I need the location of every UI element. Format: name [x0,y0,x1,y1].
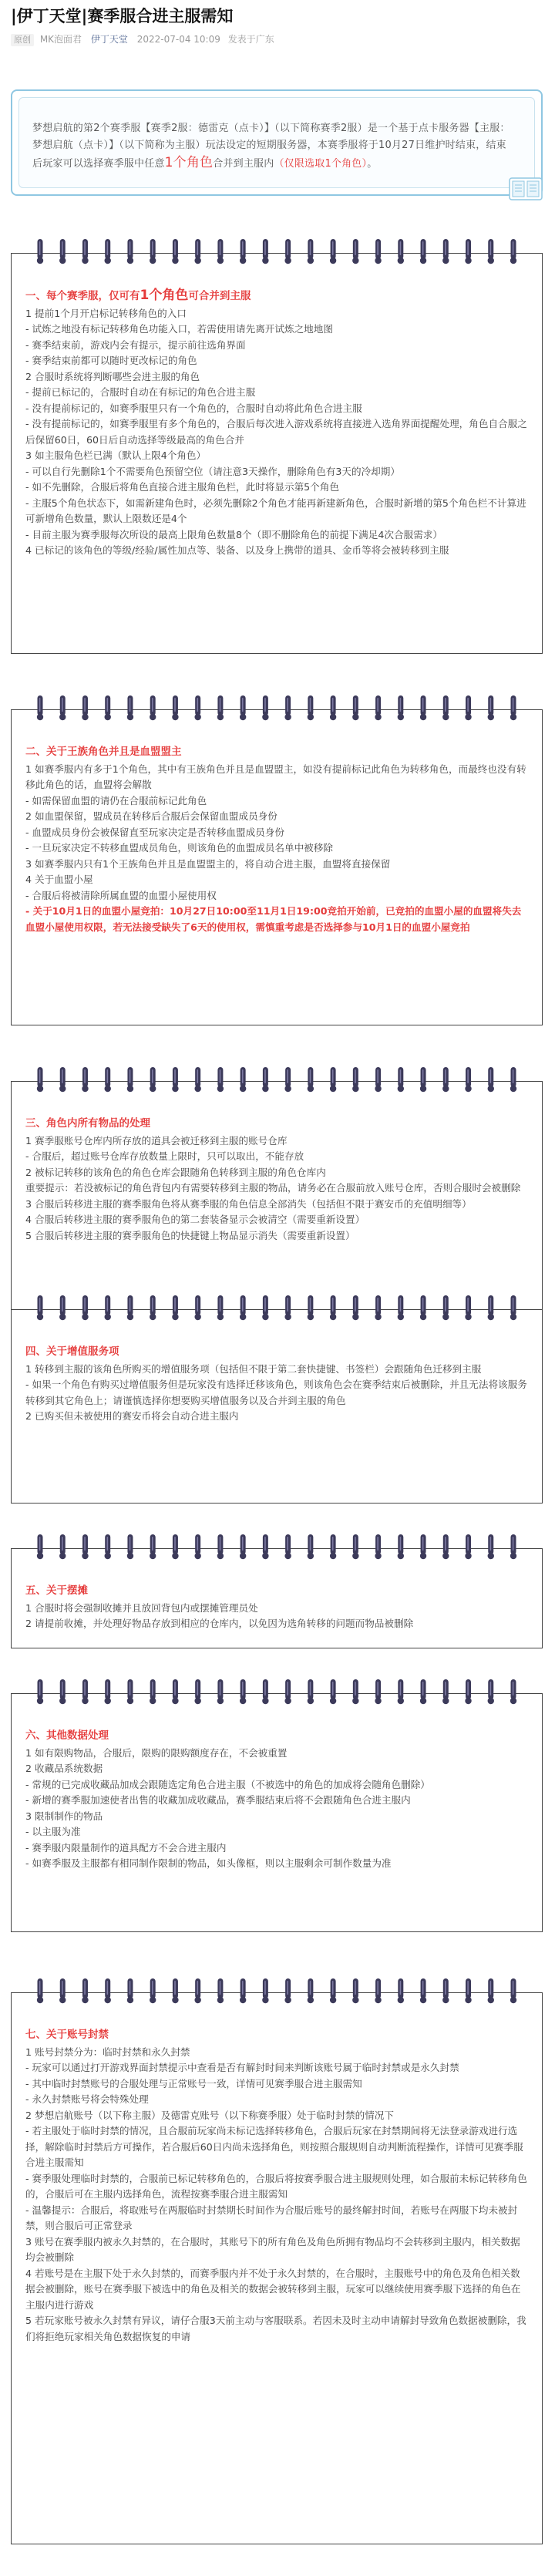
section-2-line: - 一旦玩家决定不转移血盟成员角色，则该角色的血盟成员名单中被移除 [25,842,333,854]
section-6-line: - 如赛季服及主服都有相同制作限制的物品，如头像框，则以主服剩余可制作数量为准 [25,1857,392,1869]
binder-rings-5 [11,1533,543,1567]
binder-ring-icon [217,1679,224,1704]
binder-ring-icon [105,1978,111,2003]
binder-ring-icon [37,695,43,720]
binder-ring-icon [510,1978,516,2003]
binder-ring-icon [172,1679,178,1704]
section-1-line: - 如不先删除，合服后将角色直接合进主服角色栏，此时将显示第5个角色 [25,481,339,493]
section-1-line: 1 提前1个月开启标记转移角色的入口 [25,307,187,319]
binder-ring-icon [330,1067,336,1092]
binder-ring-icon [262,239,268,264]
binder-ring-icon [420,1295,426,1320]
section-2-line: - 血盟成员身份会被保留直至玩家决定是否转移血盟成员身份 [25,826,284,838]
binder-ring-icon [105,1067,111,1092]
binder-ring-icon [465,239,471,264]
binder-ring-icon [150,239,156,264]
binder-rings-2 [11,694,543,728]
section-6-line: - 赛季服内限量制作的道具配方不会合进主服内 [25,1841,227,1854]
binder-ring-icon [375,1295,381,1320]
binder-ring-icon [59,1978,66,2003]
binder-ring-icon [420,1534,426,1559]
binder-ring-icon [105,1295,111,1320]
section-card-1 [11,253,543,654]
author-name: MK泡面君 [39,34,82,45]
intro-part2: 合并到主服内 [213,158,274,170]
section-5-line: 1 合服时将会强制收摊并且放回背包内或摆摊管理员处 [25,1601,258,1614]
binder-ring-icon [59,695,66,720]
binder-ring-icon [488,1978,494,2003]
binder-ring-icon [465,1295,471,1320]
section-4-line: - 如果一个角色有购买过增值服务但是玩家没有选择迁移该角色，则该角色会在赛季结束后被删除，并且无法将该服务转移到其它角色上；请谨慎选择你想要购买增值服务以及合并到主服的角色 [25,1379,527,1406]
section-7-line: 5 若玩家账号被永久封禁有异议，请仔合服3天前主动与客服联系。若因未及时主动申请解封导致角色数据被删除，我们将拒绝玩家相关角色数据恢复的申请 [25,2315,526,2342]
binder-ring-icon [240,1067,246,1092]
binder-ring-icon [127,1295,133,1320]
binder-ring-icon [488,1534,494,1559]
binder-ring-icon [352,1534,358,1559]
section-7-line: 2 梦想启航账号（以下称主服）及德雷克账号（以下称赛季服）处于临时封禁的情况下 [25,2109,394,2121]
section-card-7 [11,1992,543,2544]
section-card-2 [11,709,543,1025]
binder-ring-icon [194,1295,200,1320]
binder-rings-4 [11,1294,543,1328]
binder-ring-icon [330,695,336,720]
article-title: |伊丁天堂|赛季服合进主服需知 [11,7,234,25]
section-2-line: 4 关于血盟小屋 [25,874,93,885]
binder-ring-icon [308,1067,314,1092]
intro-highlight: 1个角色 [164,155,214,170]
section-1-line: - 提前已标记的，合服时自动在有标记的角色合进主服 [25,386,256,398]
section-1-line: - 赛季结束前都可以随时更改标记的角色 [25,355,197,366]
binder-ring-icon [420,1067,426,1092]
binder-ring-icon [194,695,200,720]
binder-ring-icon [105,695,111,720]
section-3-line: 4 合服后转移进主服的赛季服角色的第二套装备显示会被清空（需要重新设置） [25,1214,365,1225]
binder-ring-icon [240,1679,246,1704]
binder-ring-icon [172,1534,178,1559]
binder-ring-icon [240,239,246,264]
binder-ring-icon [465,1978,471,2003]
section-7-line: 4 若账号是在主服下处于永久封禁的，而赛季服内并不处于永久封禁的，在合服时，主服账号中的角色及角色相关数据会被删除，账号在赛季服下被选中的角色及相关的数据会被转移到主服，玩家可以继续使用赛季服下选择的角色在主服内进行游戏 [25,2267,521,2311]
binder-ring-icon [127,695,133,720]
intro-end: 。 [367,158,378,170]
binder-ring-icon [488,239,494,264]
binder-ring-icon [442,695,449,720]
binder-ring-icon [442,1067,449,1092]
binder-ring-icon [262,1978,268,2003]
section-2-line: 2 如血盟保留，盟成员在转移后合服后会保留血盟成员身份 [25,810,278,822]
account-link[interactable]: 伊丁天堂 [90,34,128,45]
section-1-line: - 可以自行先删除1个不需要角色预留空位（请注意3天操作，删除角色有3天的冷却期） [25,465,400,477]
section-1-line: - 赛季结束前，游戏内会有提示，提示前往选角界面 [25,338,246,351]
binder-ring-icon [465,1534,471,1559]
section-title-4: 四、关于增值服务项 [25,1345,119,1358]
section-title-5: 五、关于摆摊 [25,1584,88,1597]
binder-ring-icon [375,239,381,264]
binder-ring-icon [330,1295,336,1320]
binder-ring-icon [172,695,178,720]
section-7-line: 1 账号封禁分为：临时封禁和永久封禁 [25,2046,190,2058]
binder-ring-icon [82,695,88,720]
binder-ring-icon [37,239,43,264]
intro-text [32,120,513,173]
section-6-line: - 以主服为准 [25,1826,81,1837]
binder-ring-icon [465,1679,471,1704]
binder-ring-icon [37,1978,43,2003]
binder-ring-icon [308,1679,314,1704]
binder-ring-icon [375,695,381,720]
binder-ring-icon [398,239,404,264]
binder-ring-icon [172,1067,178,1092]
binder-ring-icon [105,239,111,264]
binder-ring-icon [510,1534,516,1559]
binder-ring-icon [488,1679,494,1704]
section-2-line: 3 如赛季服内只有1个王族角色并且是血盟盟主的，将自动合进主服，血盟将直接保留 [25,857,391,870]
section-7-line: - 永久封禁账号将会特殊处理 [25,2093,149,2105]
binder-ring-icon [510,1295,516,1320]
section-6-line: 3 限制制作的物品 [25,1810,103,1822]
section-title-1-post: 可合并到主服 [188,290,251,302]
binder-ring-icon [150,1978,156,2003]
section-1-line: - 没有提前标记的，如赛季服里只有一个角色的，合服时自动将此角色合进主服 [25,402,362,414]
binder-ring-icon [127,1534,133,1559]
binder-ring-icon [127,239,133,264]
section-4-line: 2 已购买但未被使用的赛安币将会自动合进主服内 [25,1410,239,1422]
binder-ring-icon [150,1679,156,1704]
binder-ring-icon [375,1679,381,1704]
section-3-line: 重要提示：若没被标记的角色背包内有需要转移到主服的物品，请务必在合服前放入账号仓库，否则合服时会被删除 [25,1182,521,1194]
binder-ring-icon [398,1679,404,1704]
binder-ring-icon [217,695,224,720]
section-7-line: - 赛季服处理临时封禁的，合服前已标记转移角色的，合服后将按赛季服合进主服规则处理，如合服前未标记转移角色的，合服后可在主服内选择角色，流程按赛季服合进主服需知 [25,2172,527,2200]
binder-ring-icon [488,1067,494,1092]
binder-ring-icon [488,1295,494,1320]
binder-ring-icon [442,1295,449,1320]
binder-ring-icon [510,239,516,264]
section-2-line: 1 如赛季服内有多于1个角色，其中有王族角色并且是血盟盟主，如没有提前标记此角色为转移角色，而最终也没有转移此角色的话，血盟将会解散 [25,763,526,790]
binder-ring-icon [217,1978,224,2003]
binder-ring-icon [308,1534,314,1559]
binder-ring-icon [262,1295,268,1320]
binder-ring-icon [284,239,291,264]
section-7-line: - 玩家可以通过打开游戏界面封禁提示中查看是否有解封时间来判断该账号属于临时封禁或是永久封禁 [25,2062,459,2073]
binder-ring-icon [420,1679,426,1704]
binder-ring-icon [194,1534,200,1559]
section-title-1 [25,288,530,305]
binder-ring-icon [127,1978,133,2003]
section-title-6: 六、其他数据处理 [25,1729,109,1742]
binder-ring-icon [398,695,404,720]
section-1-line: 3 如主服角色栏已满（默认上限4个角色） [25,450,207,461]
binder-ring-icon [510,695,516,720]
binder-ring-icon [375,1978,381,2003]
binder-ring-icon [510,1067,516,1092]
binder-ring-icon [82,239,88,264]
section-title-1-highlight: 1个角色 [140,288,189,303]
binder-ring-icon [308,239,314,264]
binder-ring-icon [262,695,268,720]
section-1-line: 4 已标记的该角色的等级/经验/属性加点等、装备、以及身上携带的道具、金币等将会被转移到主服 [25,544,449,556]
binder-ring-icon [37,1067,43,1092]
binder-ring-icon [284,1978,291,2003]
section-7-line: - 若主服处于临时封禁的情况，且合服前玩家尚未标记选择转移角色，合服后玩家在封禁期间将无法登录游戏进行选择，解除临时封禁后方可操作，若合服后60日内尚未选择角色，则按照合服规则自动判断流程操作，详情可见赛季服合进主服需知 [25,2125,523,2168]
binder-ring-icon [194,1679,200,1704]
binder-ring-icon [398,1295,404,1320]
section-6-line: 1 如有限购物品，合服后，限购的限购额度存在，不会被重置 [25,1746,288,1759]
binder-ring-icon [172,1295,178,1320]
section-6-line: 2 收藏品系统数据 [25,1763,103,1774]
binder-ring-icon [284,1679,291,1704]
section-6-line: - 常规的已完成收藏品加成会跟随选定角色合进主服（不被选中的角色的加成将会随角色删除） [25,1778,430,1790]
binder-ring-icon [37,1534,43,1559]
binder-ring-icon [308,695,314,720]
binder-ring-icon [308,1978,314,2003]
binder-ring-icon [240,1295,246,1320]
binder-ring-icon [37,1679,43,1704]
section-4-line: 1 转移到主服的该角色所购买的增值服务项（包括但不限于第二套快捷键、书签栏）会跟随角色迁移到主服 [25,1362,482,1375]
binder-ring-icon [308,1295,314,1320]
binder-ring-icon [262,1679,268,1704]
section-1-line: - 没有提前标记的，如赛季服里有多个角色的，合服后每次进入游戏系统将直接进入选角界面提醒处理，角色自合服之后保留60日，60日后自动选择等级最高的角色合并 [25,418,527,446]
section-7-line: - 其中临时封禁账号的合服处理与正常账号一致，详情可见赛季服合进主服需知 [25,2077,362,2089]
book-icon [509,176,543,202]
binder-ring-icon [82,1295,88,1320]
binder-ring-icon [240,695,246,720]
binder-ring-icon [127,1067,133,1092]
section-card-4 [11,1309,543,1504]
binder-rings-3 [11,1066,543,1099]
binder-ring-icon [375,1534,381,1559]
binder-ring-icon [59,1295,66,1320]
section-1-line: - 目前主服为赛季服每次所设的最高上限角色数量8个（即不删除角色的前提下满足4次合服需求） [25,528,442,540]
binder-ring-icon [59,1534,66,1559]
section-title-1-pre: 一、每个赛季服，仅可有 [25,290,140,302]
binder-ring-icon [82,1679,88,1704]
binder-ring-icon [398,1067,404,1092]
binder-ring-icon [217,1534,224,1559]
binder-rings-6 [11,1678,543,1712]
binder-ring-icon [262,1534,268,1559]
section-title-3: 三、角色内所有物品的处理 [25,1117,150,1130]
binder-ring-icon [465,1067,471,1092]
binder-ring-icon [420,239,426,264]
binder-ring-icon [82,1067,88,1092]
binder-ring-icon [420,1978,426,2003]
binder-ring-icon [150,1067,156,1092]
binder-ring-icon [194,239,200,264]
section-1-line: - 试炼之地没有标记转移角色功能入口，若需使用请先离开试炼之地地图 [25,323,333,335]
intro-note: （仅限选取1个角色） [274,158,368,170]
intro-part1: 梦想启航的第2个赛季服【赛季2服：德雷克（点卡）】（以下简称赛季2服）是一个基于点卡服务器【主服：梦想启航（点卡）】（以下简称为主服）玩法设定的短期服务器，本赛季服将于10月27日维护时结束，结束后玩家可以选择赛季服中任意 [32,123,510,170]
section-card-6 [11,1693,543,1932]
binder-ring-icon [240,1534,246,1559]
section-3-line: 1 赛季服账号仓库内所存放的道具会被迁移到主服的账号仓库 [25,1134,288,1147]
section-3-line: 2 被标记转移的该角色的角色仓库会跟随角色转移到主服的角色仓库内 [25,1166,326,1178]
binder-ring-icon [150,1534,156,1559]
section-3-line: 3 合服后转移进主服的赛季服角色将从赛季服的角色信息全部消失（包括但不限于赛安币的充值明细等） [25,1197,472,1210]
binder-ring-icon [127,1679,133,1704]
section-7-line: - 温馨提示：合服后，将取账号在两服临时封禁期长时间作为合服后账号的最终解封时间，若账号在两服下均未被封禁，则合服后可正常登录 [25,2204,518,2231]
binder-ring-icon [172,1978,178,2003]
binder-ring-icon [284,1534,291,1559]
intro-box [11,89,543,196]
section-2-line: - 合服后将被清除所属血盟的血盟小屋使用权 [25,889,217,901]
binder-ring-icon [375,1067,381,1092]
article-meta [0,28,555,48]
binder-ring-icon [284,695,291,720]
binder-ring-icon [37,1295,43,1320]
binder-ring-icon [194,1978,200,2003]
binder-ring-icon [59,239,66,264]
binder-ring-icon [105,1679,111,1704]
binder-ring-icon [352,695,358,720]
publish-time: 2022-07-04 10:09 [136,34,220,45]
publish-location: 发表于广东 [227,34,274,45]
binder-ring-icon [352,1295,358,1320]
binder-ring-icon [150,695,156,720]
binder-ring-icon [442,239,449,264]
binder-ring-icon [465,695,471,720]
section-2-line: - 如需保留血盟的请仍在合服前标记此角色 [25,794,207,806]
binder-ring-icon [240,1978,246,2003]
binder-ring-icon [420,695,426,720]
section-title-7: 七、关于账号封禁 [25,2029,109,2041]
binder-ring-icon [398,1534,404,1559]
binder-ring-icon [442,1679,449,1704]
binder-ring-icon [352,1978,358,2003]
binder-ring-icon [352,1067,358,1092]
binder-ring-icon [82,1534,88,1559]
section-7-line: 3 账号在赛季服内被永久封禁的，在合服时，其账号下的所有角色及角色所拥有物品均不会转移到主服内，相关数据均会被删除 [25,2235,520,2263]
binder-ring-icon [284,1067,291,1092]
binder-ring-icon [194,1067,200,1092]
binder-ring-icon [150,1295,156,1320]
binder-ring-icon [330,1978,336,2003]
binder-ring-icon [172,239,178,264]
binder-ring-icon [352,1679,358,1704]
section-5-line: 2 请提前收摊，并处理好物品存放到相应的仓库内，以免因为选角转移的问题而物品被删除 [25,1618,414,1629]
binder-ring-icon [284,1295,291,1320]
binder-ring-icon [59,1679,66,1704]
section-6-line: - 新增的赛季服加速使者出售的收藏加成收藏品，赛季服结束后将不会跟随角色合进主服内 [25,1794,411,1806]
binder-ring-icon [262,1067,268,1092]
section-card-3 [11,1081,543,1318]
binder-ring-icon [442,1978,449,2003]
binder-ring-icon [217,1295,224,1320]
auction-warning: - 关于10月1日的血盟小屋竞拍：10月27日10:00至11月1日19:00竞拍开始前，已竞拍的血盟小屋的血盟将失去血盟小屋使用权限，若无法接受缺失了6天的使用权，需慎重考虑是否选择参与10月1日的血盟小屋竞拍 [25,905,522,933]
binder-ring-icon [488,695,494,720]
binder-ring-icon [217,239,224,264]
binder-ring-icon [352,239,358,264]
binder-ring-icon [105,1534,111,1559]
original-tag: 原创 [11,34,34,46]
binder-ring-icon [59,1067,66,1092]
binder-ring-icon [82,1978,88,2003]
section-1-line: - 主服5个角色状态下，如需新建角色时，必须先删除2个角色才能再新建新角色，合服时新增的第5个角色栏不计算进可新增角色数量，默认上限数还是4个 [25,497,526,524]
binder-ring-icon [217,1067,224,1092]
binder-ring-icon [510,1679,516,1704]
section-1-line: 2 合服时系统将判断哪些会进主服的角色 [25,370,200,382]
binder-ring-icon [330,1534,336,1559]
binder-ring-icon [398,1978,404,2003]
section-3-line: 5 合服后转移进主服的赛季服角色的快捷键上物品显示消失（需要重新设置） [25,1229,355,1241]
binder-ring-icon [330,1679,336,1704]
binder-rings-1 [11,237,543,271]
section-title-2: 二、关于王族角色并且是血盟盟主 [25,746,182,758]
binder-rings-7 [11,1977,543,2011]
binder-ring-icon [442,1534,449,1559]
binder-ring-icon [330,239,336,264]
section-3-line: - 合服后，超过账号仓库存放数量上限时，只可以取出，不能存放 [25,1150,304,1162]
